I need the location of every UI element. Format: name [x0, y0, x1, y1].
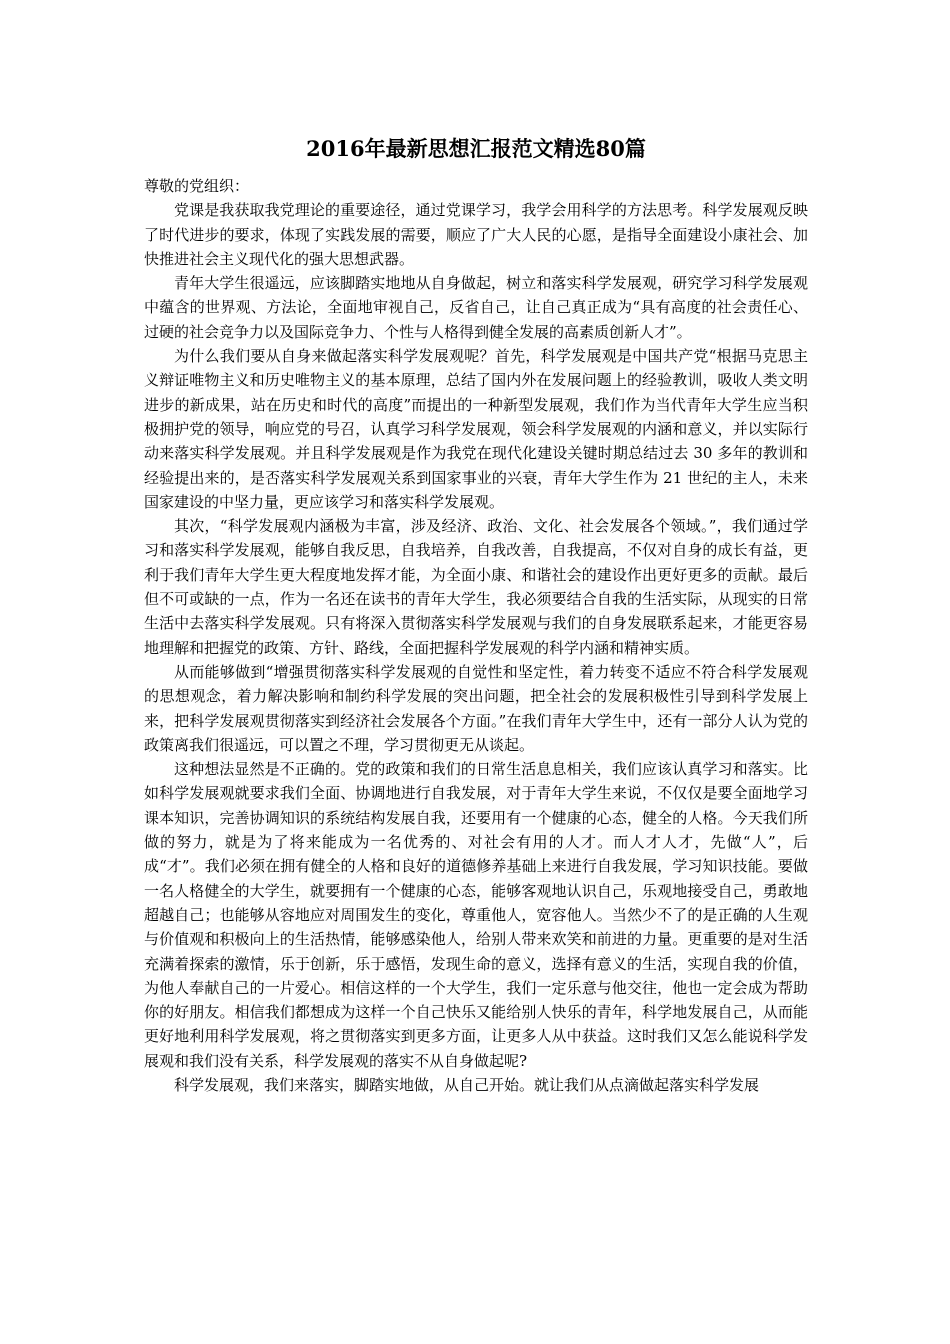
paragraph: 这种想法显然是不正确的。党的政策和我们的日常生活息息相关，我们应该认真学习和落实。比如科学发展观就要求我们全面、协调地进行自我发展，对于青年大学生来说，不仅仅是要全面地学习课本知识，完善协调知识的系统结构发展自我，还要用有一个健康的心态，健全的人格。今天我们所做的努力，就是为了将来能成为一名优秀的、对社会有用的人才。而人才人才，先做“人”，后成“才”。我们必须在拥有健全的人格和良好的道德修养基础上来进行自我发展，学习知识技能。要做一名人格健全的大学生，就要拥有一个健康的心态，能够客观地认识自己，乐观地接受自己，勇敢地超越自己；也能够从容地应对周围发生的变化，尊重他人，宽容他人。当然少不了的是正确的人生观与价值观和积极向上的生活热情，能够感染他人，给别人带来欢笑和前进的力量。更重要的是对生活充满着探索的激情，乐于创新，乐于感悟，发现生命的意义，选择有意义的生活，实现自我的价值，为他人奉献自己的一片爱心。相信这样的一个大学生，我们一定乐意与他交往，他也一定会成为帮助你的好朋友。相信我们都想成为这样一个自己快乐又能给别人快乐的青年，科学地发展自己，从而能更好地利用科学发展观，将之贯彻落实到更多方面，让更多人从中获益。这时我们又怎么能说科学发展观和我们没有关系，科学发展观的落实不从自身做起呢?	[144, 760, 808, 1070]
document-page	[144, 130, 808, 1097]
document-title: 2016年最新思想汇报范文精选80篇	[306, 136, 646, 161]
paragraph: 其次，“科学发展观内涵极为丰富，涉及经济、政治、文化、社会发展各个领域。”，我们通过学习和落实科学发展观，能够自我反思，自我培养，自我改善，自我提高，不仅对自身的成长有益，更利于我们青年大学生更大程度地发挥才能，为全面小康、和谐社会的建设作出更好更多的贡献。最后但不可或缺的一点，作为一名还在读书的青年大学生，我必须要结合自我的生活实际，从现实的日常生活中去落实科学发展观。只有将深入贯彻落实科学发展观与我们的自身发展联系起来，才能更容易地理解和把握党的政策、方针、路线，全面把握科学发展观的科学内涵和精神实质。	[144, 517, 808, 657]
salutation: 尊敬的党组织：	[144, 177, 250, 195]
paragraph: 党课是我获取我党理论的重要途径，通过党课学习，我学会用科学的方法思考。科学发展观反映了时代进步的要求，体现了实践发展的需要，顺应了广大人民的心愿，是指导全面建设小康社会、加快推进社会主义现代化的强大思想武器。	[144, 201, 808, 268]
paragraph: 科学发展观，我们来落实，脚踏实地做，从自己开始。就让我们从点滴做起落实科学发展	[174, 1075, 760, 1094]
paragraph: 从而能够做到“增强贯彻落实科学发展观的自觉性和坚定性，着力转变不适应不符合科学发展观的思想观念，着力解决影响和制约科学发展的突出问题，把全社会的发展积极性引导到科学发展上来，把科学发展观贯彻落实到经济社会发展各个方面。”在我们青年大学生中，还有一部分人认为党的政策离我们很遥远，可以置之不理，学习贯彻更无从谈起。	[144, 662, 808, 754]
paragraph: 为什么我们要从自身来做起落实科学发展观呢？首先，科学发展观是中国共产党“根据马克思主义辩证唯物主义和历史唯物主义的基本原理，总结了国内外在发展问题上的经验教训，吸收人类文明进步的新成果，站在历史和时代的高度”而提出的一种新型发展观，我们作为当代青年大学生应当积极拥护党的领导，响应党的号召，认真学习科学发展观，领会科学发展观的内涵和意义，并以实际行动来落实科学发展观。并且科学发展观是作为我党在现代化建设关键时期总结过去 30 多年的教训和经验提出来的，是否落实科学发展观关系到国家事业的兴衰，青年大学生作为 21 世纪的主人，未来国家建设的中坚力量，更应该学习和落实科学发展观。	[144, 347, 808, 511]
paragraph: 青年大学生很遥远，应该脚踏实地地从自身做起，树立和落实科学发展观，研究学习科学发展观中蕴含的世界观、方法论，全面地审视自己，反省自己，让自己真正成为“具有高度的社会责任心、过硬的社会竞争力以及国际竞争力、个性与人格得到健全发展的高素质创新人才”。	[144, 274, 808, 341]
